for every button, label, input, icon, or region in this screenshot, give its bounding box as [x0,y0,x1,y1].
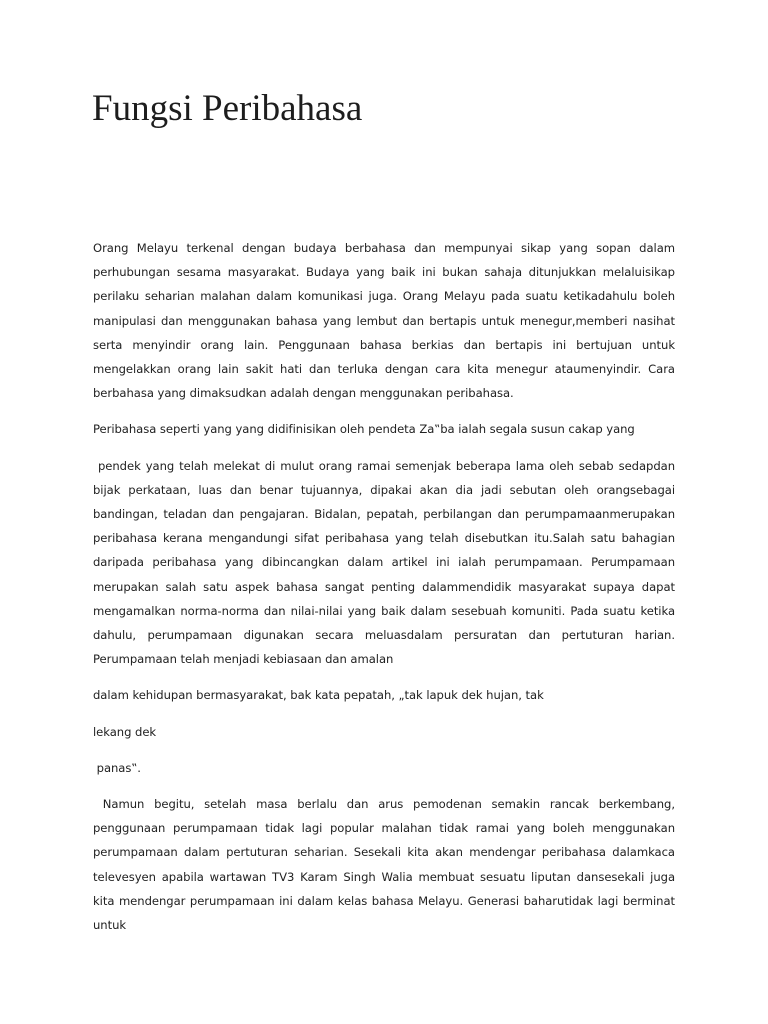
paragraph-proverb-line-2: lekang dek [93,724,157,739]
paragraph-definition-lead: Peribahasa seperti yang yang didifinisikan oleh pendeta Za‟ba ialah segala susun cakap yang [93,422,635,437]
document-body [93,236,679,949]
paragraph-proverb-line-1: dalam kehidupan bermasyarakat, bak kata pepatah, „tak lapuk dek hujan, tak [93,688,544,703]
document-title: Fungsi Peribahasa [92,88,363,129]
paragraph-modern-usage: Namun begitu, setelah masa berlalu dan arus pemodenan semakin rancak berkembang, penggunaan perumpamaan tidak lagi popular malahan tidak ramai yang boleh menggunakan perumpamaan dalam pertuturan seharian. Sesekali kita akan mendengar peribahasa dalamkaca televesyen apabila wartawan TV3 Karam Singh Walia membuat sesuatu liputan dansesekali juga kita mendengar perumpamaan ini dalam kelas bahasa Melayu. Generasi baharutidak lagi berminat untuk [93,797,679,933]
paragraph-definition: pendek yang telah melekat di mulut orang ramai semenjak beberapa lama oleh sebab sedapdan bijak perkataan, luas dan benar tujuannya, dipakai akan dia jadi sebutan oleh orangsebagai bandingan, teladan dan pengajaran. Bidalan, pepatah, perbilangan dan perumpamaanmerupakan peribahasa kerana mengandungi sifat peribahasa yang telah disebutkan itu.Salah satu bahagian daripada peribahasa yang dibincangkan dalam artikel ini ialah perumpamaan. Perumpamaan merupakan salah satu aspek bahasa sangat penting dalammendidik masyarakat supaya dapat mengamalkan norma-norma dan nilai-nilai yang baik dalam sesebuah komuniti. Pada suatu ketika dahulu, perumpamaan digunakan secara meluasdalam persuratan dan pertuturan harian. Perumpamaan telah menjadi kebiasaan dan amalan [93,458,679,667]
paragraph-proverb-line-3: panas‟. [93,760,141,775]
paragraph-introduction: Orang Melayu terkenal dengan budaya berbahasa dan mempunyai sikap yang sopan dalam perhubungan sesama masyarakat. Budaya yang baik ini bukan sahaja ditunjukkan melaluisikap perilaku seharian malahan dalam komunikasi juga. Orang Melayu pada suatu ketikadahulu boleh manipulasi dan menggunakan bahasa yang lembut dan bertapis untuk menegur,memberi nasihat serta menyindir orang lain. Penggunaan bahasa berkias dan bertapis ini bertujuan untuk mengelakkan orang lain sakit hati dan terluka dengan cara kita menegur ataumenyindir. Cara berbahasa yang dimaksudkan adalah dengan menggunakan peribahasa. [93,241,675,401]
